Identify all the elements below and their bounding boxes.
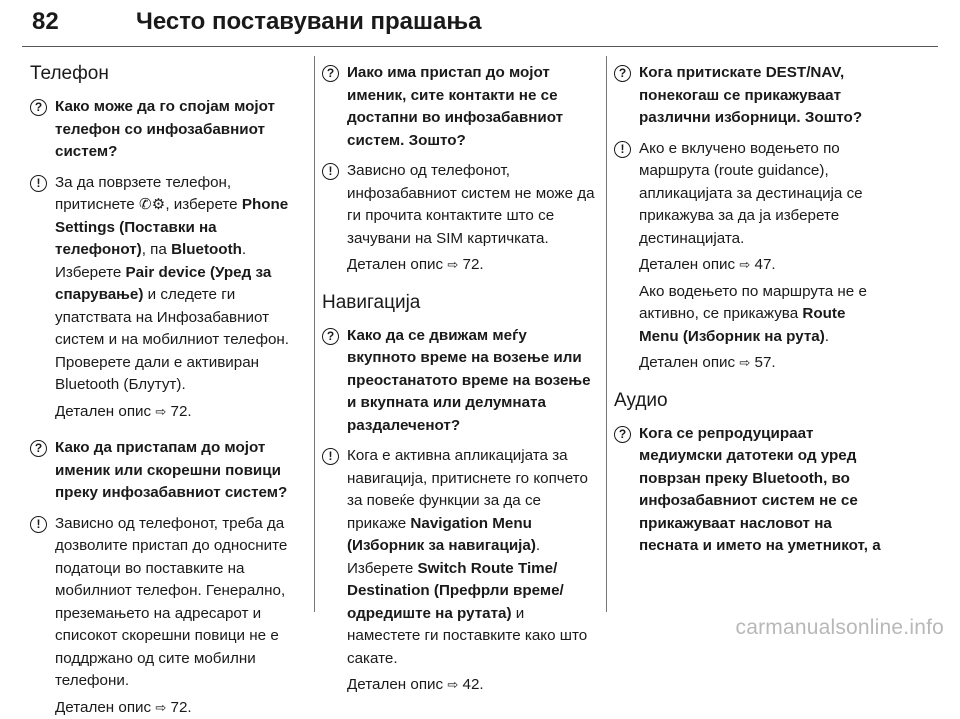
page-ref-arrow-icon: ⇨	[739, 355, 750, 370]
answer-text: Ако водењето по маршрута не е активно, се прикажува Route Menu (Изборник на рута).	[639, 281, 889, 349]
question-icon: ?	[30, 99, 47, 116]
page-ref-arrow-icon: ⇨	[739, 257, 750, 272]
question-icon: ?	[614, 426, 631, 443]
watermark: carmanualsonline.info	[736, 616, 945, 640]
question-block	[614, 62, 889, 130]
page-number: 82	[32, 8, 59, 36]
answer-block	[30, 172, 305, 424]
question-text: Како може да го спојам мојот телефон со инфозабавниот систем?	[55, 96, 305, 164]
column-divider	[606, 56, 607, 612]
question-icon: ?	[30, 440, 47, 457]
answer-block	[322, 445, 597, 697]
question-icon: ?	[322, 65, 339, 82]
question-text: Кога притискате DEST/NAV, понекогаш се прикажуваат различни изборници. Зошто?	[639, 62, 889, 130]
answer-icon: !	[322, 163, 339, 180]
section-title-phone: Телефон	[30, 62, 305, 86]
reference: Детален опис ⇨ 57.	[639, 352, 889, 375]
question-text: Иако има пристап до мојот именик, сите контакти не се достапни во инфозабавниот систем. Зошто?	[347, 62, 597, 152]
answer-icon: !	[30, 516, 47, 533]
question-block	[322, 325, 597, 438]
question-icon: ?	[322, 328, 339, 345]
question-text: Како да се движам меѓу вкупното време на возење или преостанатото време на возење и вкупната или делумната раздалеченот?	[347, 325, 597, 438]
page-title: Често поставувани прашања	[136, 8, 481, 36]
answer-text: Ако е вклучено водењето по маршрута (route guidance), апликацијата за дестинација се прикажува за да ја изберете дестинацијата.	[639, 138, 889, 251]
answer-block	[322, 160, 597, 277]
answer-block	[30, 513, 305, 719]
answer-block	[614, 138, 889, 375]
page-ref-arrow-icon: ⇨	[155, 404, 166, 419]
page-header	[22, 6, 938, 47]
question-block	[30, 437, 305, 505]
answer-icon: !	[322, 448, 339, 465]
reference: Детален опис ⇨ 47.	[639, 254, 889, 277]
section-title-audio: Аудио	[614, 389, 889, 413]
column-1	[30, 56, 305, 612]
reference: Детален опис ⇨ 42.	[347, 674, 597, 697]
answer-icon: !	[614, 141, 631, 158]
question-block	[322, 62, 597, 152]
phone-settings-icon: ✆⚙	[139, 196, 165, 213]
reference: Детален опис ⇨ 72.	[55, 401, 305, 424]
column-divider	[314, 56, 315, 612]
page-ref-arrow-icon: ⇨	[155, 700, 166, 715]
answer-icon: !	[30, 175, 47, 192]
reference: Детален опис ⇨ 72.	[55, 697, 305, 719]
answer-text: Зависно од телефонот, треба да дозволите пристап до односните податоци во поставките на мобилниот телефон. Генерално, преземањето на адресарот и списокот скорешни повици не е поддржано од сите мобилни телефони.	[55, 513, 305, 693]
answer-text: Кога е активна апликацијата за навигација, притиснете го копчето за повеќе функции за да се прикаже Navigation Menu (Изборник за навигација). Изберете Switch Route Time/ Destination (Префрли време/ одредиште на рутата) и наместете ги поставките како што сакате.	[347, 445, 597, 670]
question-text: Како да пристапам до мојот именик или скорешни повици преку инфозабавниот систем?	[55, 437, 305, 505]
answer-text: За да поврзете телефон, притиснете ✆⚙, изберете Phone Settings (Поставки на телефонот), па Bluetooth. Изберете Pair device (Уред за спарување) и следете ги упатствата на Инфозабавниот систем и на мобилниот телефон. Проверете дали е активиран Bluetooth (Блутут).	[55, 172, 305, 397]
answer-text: Зависно од телефонот, инфозабавниот систем не може да ги прочита контактите што се зачувани на SIM картичката.	[347, 160, 597, 250]
question-icon: ?	[614, 65, 631, 82]
page-ref-arrow-icon: ⇨	[447, 677, 458, 692]
question-block	[30, 96, 305, 164]
column-3	[614, 56, 889, 612]
reference: Детален опис ⇨ 72.	[347, 254, 597, 277]
question-text: Кога се репродуцираат медиумски датотеки од уред поврзан преку Bluetooth, во инфозабавниот систем не се прикажуваат насловот на песната и името на уметникот, а	[639, 423, 889, 558]
section-title-navigation: Навигација	[322, 291, 597, 315]
page-ref-arrow-icon: ⇨	[447, 257, 458, 272]
question-block	[614, 423, 889, 558]
column-2	[322, 56, 597, 612]
